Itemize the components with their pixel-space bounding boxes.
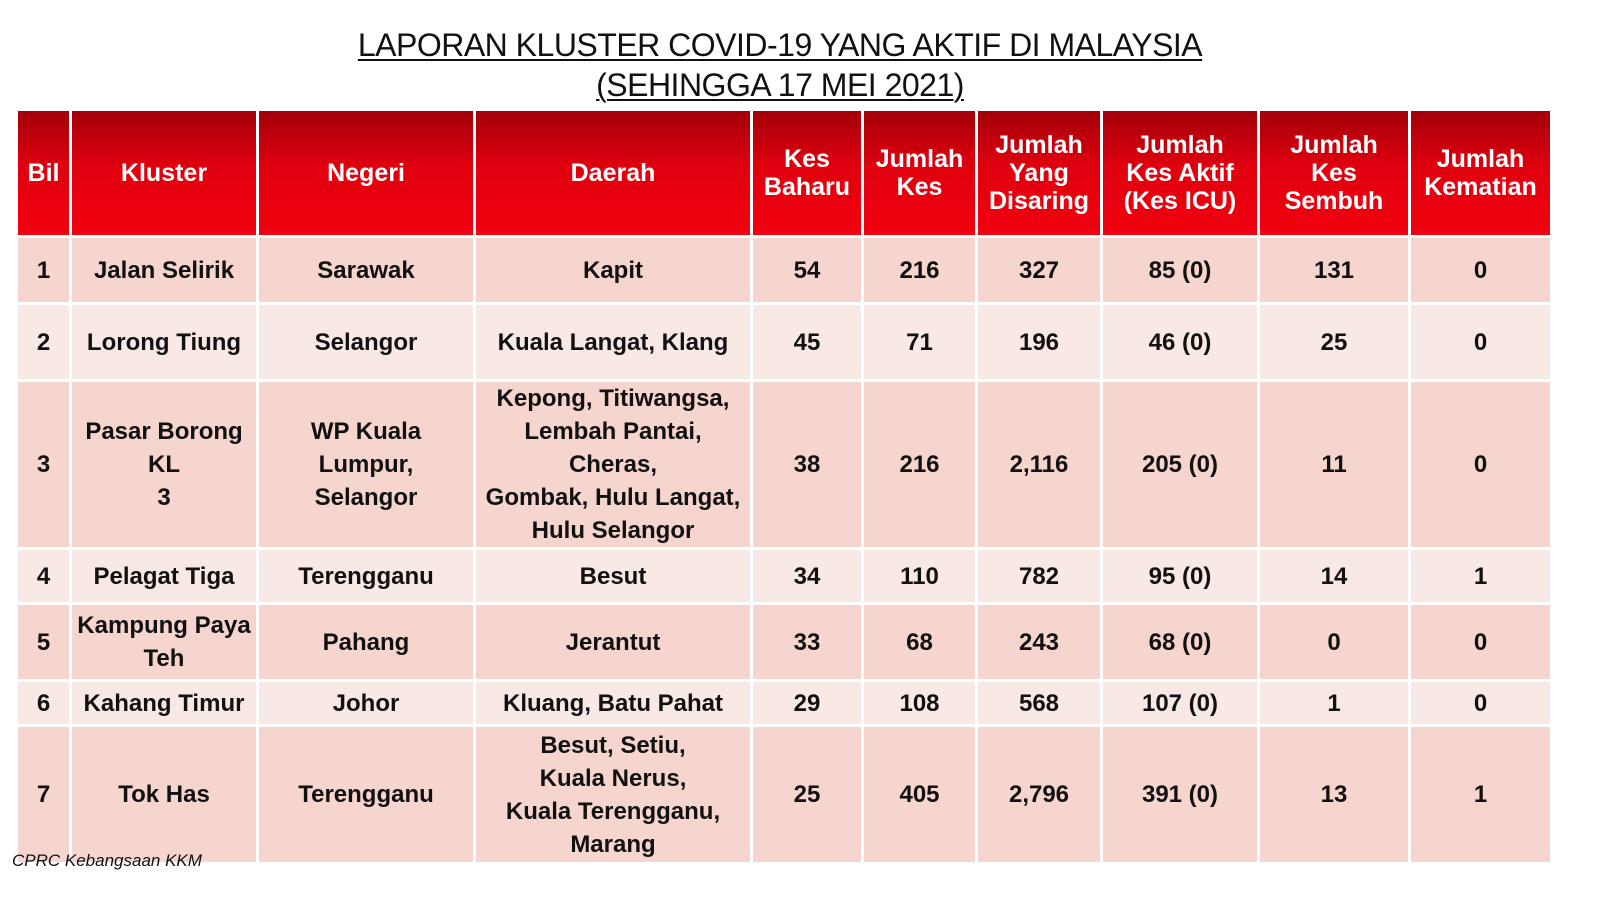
cell-disaring: 568 (978, 682, 1100, 724)
cell-daerah: Kuala Langat, Klang (476, 305, 750, 379)
header-jumlah-disaring: Jumlah Yang Disaring (978, 111, 1100, 235)
cell-daerah: Jerantut (476, 605, 750, 679)
cell-jumlah-kes: 71 (864, 305, 975, 379)
cell-negeri: Johor (259, 682, 473, 724)
cell-kes-aktif: 107 (0) (1103, 682, 1257, 724)
cell-negeri: WP Kuala Lumpur, Selangor (259, 382, 473, 547)
cell-kematian: 0 (1411, 305, 1550, 379)
header-kluster: Kluster (72, 111, 256, 235)
cell-disaring: 2,116 (978, 382, 1100, 547)
cell-kluster: Lorong Tiung (72, 305, 256, 379)
cell-kes-aktif: 85 (0) (1103, 238, 1257, 302)
cell-bil: 4 (18, 550, 69, 602)
cell-kes-baharu: 34 (753, 550, 861, 602)
source-footnote: CPRC Kebangsaan KKM (12, 851, 202, 870)
cell-kematian: 0 (1411, 382, 1550, 547)
cell-kluster: Kampung Paya Teh (72, 605, 256, 679)
cell-negeri: Terengganu (259, 727, 473, 862)
cell-kematian: 1 (1411, 727, 1550, 862)
header-negeri: Negeri (259, 111, 473, 235)
cell-jumlah-kes: 216 (864, 238, 975, 302)
table-row (18, 682, 1550, 724)
cell-kluster: Pelagat Tiga (72, 550, 256, 602)
table-row (18, 305, 1550, 379)
cell-kematian: 1 (1411, 550, 1550, 602)
header-daerah: Daerah (476, 111, 750, 235)
cell-daerah: Kapit (476, 238, 750, 302)
cell-jumlah-kes: 108 (864, 682, 975, 724)
header-kes-sembuh: Jumlah Kes Sembuh (1260, 111, 1408, 235)
cell-daerah: Kepong, Titiwangsa, Lembah Pantai, Cheras, Gombak, Hulu Langat, Hulu Selangor (476, 382, 750, 547)
cell-jumlah-kes: 405 (864, 727, 975, 862)
cell-kes-baharu: 54 (753, 238, 861, 302)
cell-kematian: 0 (1411, 605, 1550, 679)
cell-disaring: 2,796 (978, 727, 1100, 862)
cell-kluster: Tok Has (72, 727, 256, 862)
cell-jumlah-kes: 68 (864, 605, 975, 679)
cell-bil: 5 (18, 605, 69, 679)
cell-negeri: Sarawak (259, 238, 473, 302)
header-kes-baharu: Kes Baharu (753, 111, 861, 235)
cell-bil: 6 (18, 682, 69, 724)
cell-daerah: Besut, Setiu, Kuala Nerus, Kuala Terengganu, Marang (476, 727, 750, 862)
cell-negeri: Terengganu (259, 550, 473, 602)
cell-bil: 1 (18, 238, 69, 302)
cell-sembuh: 13 (1260, 727, 1408, 862)
cell-kes-baharu: 25 (753, 727, 861, 862)
cell-disaring: 243 (978, 605, 1100, 679)
table-row (18, 382, 1550, 547)
table-row (18, 550, 1550, 602)
header-kematian: Jumlah Kematian (1411, 111, 1550, 235)
header-bil: Bil (18, 111, 69, 235)
cell-disaring: 196 (978, 305, 1100, 379)
cell-negeri: Selangor (259, 305, 473, 379)
cell-kes-baharu: 38 (753, 382, 861, 547)
cell-kes-aktif: 205 (0) (1103, 382, 1257, 547)
cluster-table (15, 108, 1553, 865)
cell-daerah: Kluang, Batu Pahat (476, 682, 750, 724)
cell-negeri: Pahang (259, 605, 473, 679)
cell-sembuh: 25 (1260, 305, 1408, 379)
cell-jumlah-kes: 216 (864, 382, 975, 547)
cell-kes-baharu: 45 (753, 305, 861, 379)
cell-kes-baharu: 33 (753, 605, 861, 679)
cell-kes-aktif: 68 (0) (1103, 605, 1257, 679)
cell-daerah: Besut (476, 550, 750, 602)
table-row (18, 238, 1550, 302)
cell-sembuh: 0 (1260, 605, 1408, 679)
cell-kes-aktif: 391 (0) (1103, 727, 1257, 862)
cell-kes-aktif: 95 (0) (1103, 550, 1257, 602)
cell-jumlah-kes: 110 (864, 550, 975, 602)
cell-sembuh: 14 (1260, 550, 1408, 602)
cell-bil: 2 (18, 305, 69, 379)
report-title: LAPORAN KLUSTER COVID-19 YANG AKTIF DI MALAYSIA (357, 27, 1203, 63)
cell-sembuh: 11 (1260, 382, 1408, 547)
cell-kluster: Jalan Selirik (72, 238, 256, 302)
table-header-row (18, 111, 1550, 235)
cell-kluster: Pasar Borong KL 3 (72, 382, 256, 547)
cell-disaring: 327 (978, 238, 1100, 302)
cell-sembuh: 131 (1260, 238, 1408, 302)
cell-kematian: 0 (1411, 238, 1550, 302)
header-kes-aktif: Jumlah Kes Aktif (Kes ICU) (1103, 111, 1257, 235)
cell-kes-baharu: 29 (753, 682, 861, 724)
cell-disaring: 782 (978, 550, 1100, 602)
header-jumlah-kes: Jumlah Kes (864, 111, 975, 235)
cell-sembuh: 1 (1260, 682, 1408, 724)
table-row (18, 727, 1550, 862)
cell-kluster: Kahang Timur (72, 682, 256, 724)
report-subtitle-date: (SEHINGGA 17 MEI 2021) (596, 67, 964, 103)
cell-kematian: 0 (1411, 682, 1550, 724)
cell-kes-aktif: 46 (0) (1103, 305, 1257, 379)
cell-bil: 3 (18, 382, 69, 547)
cell-bil: 7 (18, 727, 69, 862)
table-row (18, 605, 1550, 679)
